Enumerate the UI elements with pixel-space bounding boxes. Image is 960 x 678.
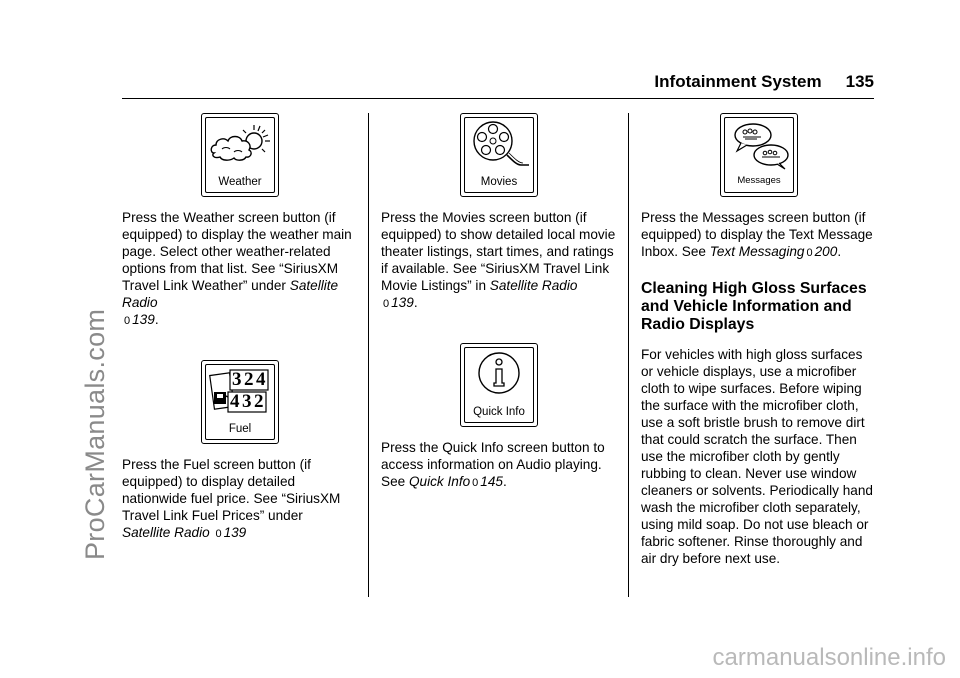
quick-info-button-illustration <box>460 343 538 427</box>
fuel-button-illustration <box>201 360 279 444</box>
column-2 <box>381 113 617 492</box>
movies-button-illustration <box>460 113 538 197</box>
header-rule <box>122 98 874 99</box>
column-1 <box>122 113 358 543</box>
page-number: 135 <box>845 72 874 91</box>
fuel-label: Fuel <box>228 423 252 435</box>
weather-ref-page: 139 <box>132 312 155 327</box>
movies-ref-page: 139 <box>391 295 414 310</box>
messages-ref-title: Text Messaging <box>709 244 805 259</box>
weather-icon <box>208 119 272 171</box>
weather-ref-title: Satellite Radio <box>122 278 339 310</box>
weather-paragraph: Press the Weather screen button (if equipped) to display the weather main page. Select other weather-related options from that list. See “SiriusXM Travel Link Weather” under Satellite Radio 0 139. <box>122 210 352 327</box>
messages-label: Messages <box>737 175 781 186</box>
quick-info-label: Quick Info <box>473 406 525 418</box>
weather-label: Weather <box>218 176 262 188</box>
movies-label: Movies <box>480 176 518 188</box>
fuel-num-2: 2 <box>244 369 254 390</box>
cleaning-paragraph: For vehicles with high gloss surfaces or vehicle displays, use a microfiber cloth to wipe surfaces. Before wiping the surface with the microfiber cloth, use a soft bristle brush to remove dirt that could scratch the surface. Then use the microfiber cloth by gently rubbing to clean. Never use window cleaners or solvents. Periodically hand wash the microfiber cloth separately, using mild soap. Do not use bleach or fabric softener. Rinse thoroughly and air dry before next use. <box>641 347 873 566</box>
fuel-num-1: 3 <box>232 369 242 390</box>
xref-arrow-icon: 0 <box>383 298 390 310</box>
fuel-num-5: 3 <box>242 391 252 412</box>
messages-button-illustration <box>720 113 798 197</box>
quick-info-paragraph: Press the Quick Info screen button to access information on Audio playing. See Quick Info 0 145. <box>381 440 605 489</box>
fuel-num-6: 2 <box>254 391 264 412</box>
xref-arrow-icon: 0 <box>472 477 479 489</box>
fuel-paragraph: Press the Fuel screen button (if equipped) to display detailed nationwide fuel price. See “SiriusXM Travel Link Fuel Prices” under Satellite Radio 0 139 <box>122 457 341 540</box>
fuel-num-3: 4 <box>256 369 266 390</box>
fuel-num-4: 4 <box>230 391 240 412</box>
movies-paragraph: Press the Movies screen button (if equipped) to show detailed local movie theater listings, start times, and ratings if available. See “SiriusXM Travel Link Movie Listings” in Satellite Radio 0 139. <box>381 210 616 310</box>
column-divider-1 <box>368 113 369 597</box>
fuel-ref-title: Satellite Radio <box>122 525 210 540</box>
xref-arrow-icon: 0 <box>124 315 131 327</box>
movies-ref-title: Satellite Radio <box>489 278 578 293</box>
weather-button-illustration <box>201 113 279 197</box>
section-title: Infotainment System <box>654 72 822 91</box>
info-icon <box>467 349 531 401</box>
xref-arrow-icon: 0 <box>806 247 813 259</box>
column-3 <box>641 113 877 567</box>
messages-paragraph: Press the Messages screen button (if equipped) to display the Text Message Inbox. See Text Messaging 0 200. <box>641 210 873 259</box>
xref-arrow-icon: 0 <box>215 528 222 540</box>
cleaning-heading: Cleaning High Gloss Surfaces and Vehicle Information and Radio Displays <box>641 280 867 333</box>
messages-ref-page: 200 <box>814 244 838 259</box>
fuel-ref-page: 139 <box>223 525 247 540</box>
quick-info-ref-page: 145 <box>480 474 503 489</box>
page-header <box>122 72 874 96</box>
side-watermark: ProCarManuals.com <box>80 308 110 560</box>
bottom-watermark: carmanualsonline.info <box>712 644 946 671</box>
quick-info-ref-title: Quick Info <box>408 474 471 489</box>
film-reel-icon <box>467 119 531 171</box>
column-divider-2 <box>628 113 629 597</box>
fuel-icon <box>208 366 272 418</box>
message-bubbles-icon <box>727 119 791 171</box>
